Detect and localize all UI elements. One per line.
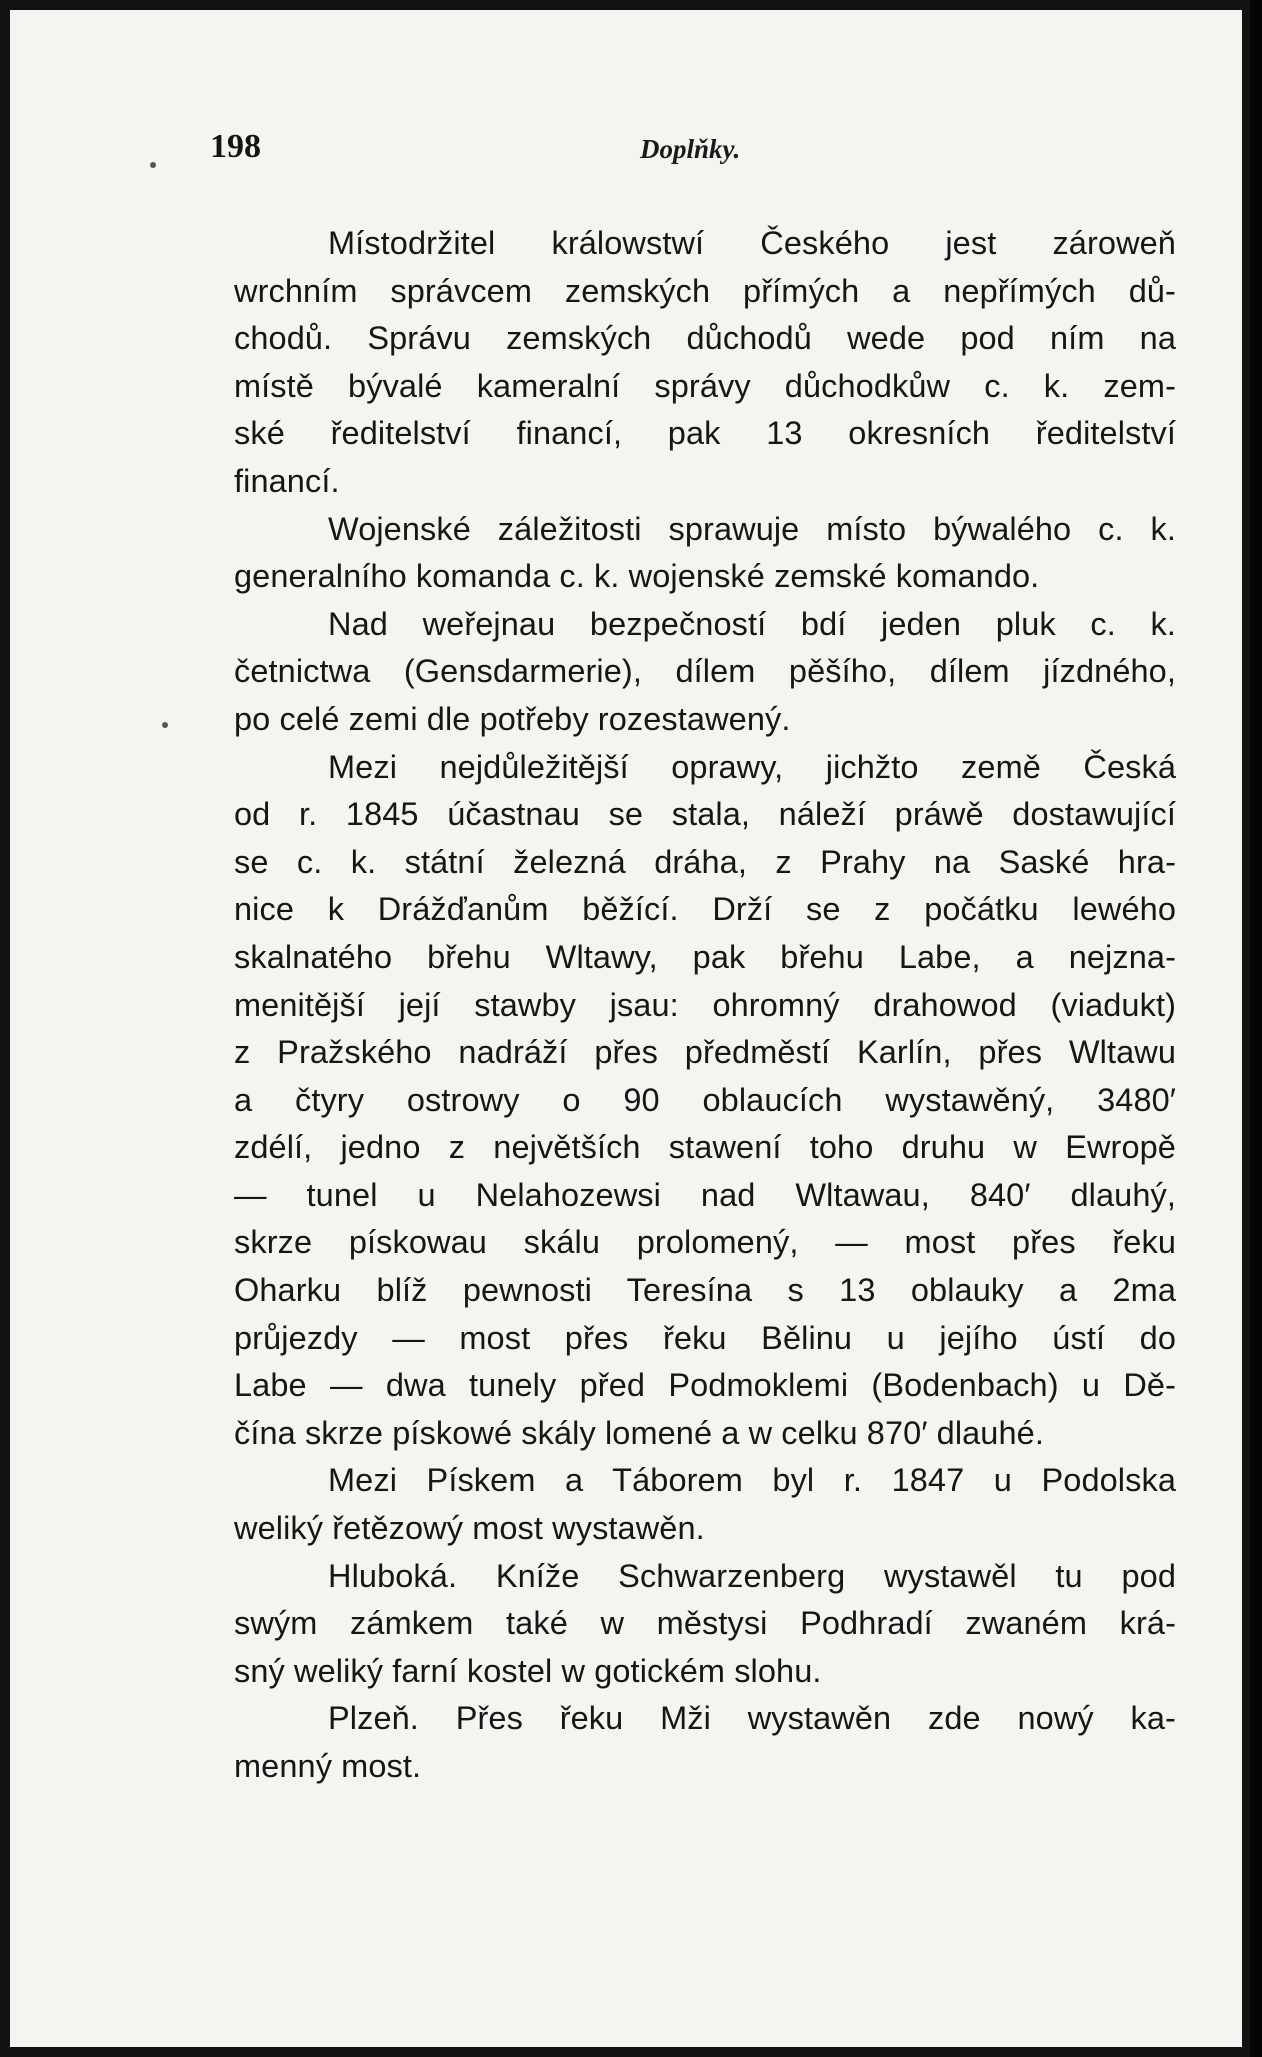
text-line: financí. xyxy=(234,462,340,499)
text-line: Mezi Pískem a Táborem byl r. 1847 u Podolska xyxy=(328,1462,1176,1499)
text-line: Mezi nejdůležitější oprawy, jichžto země Česká xyxy=(328,748,1176,785)
text-line: a čtyry ostrowy o 90 oblaucích wystawěný, 3480′ xyxy=(234,1081,1176,1118)
text-line: průjezdy — most přes řeku Bělinu u jejího ústí do xyxy=(234,1319,1176,1356)
text-line: menitější její stawby jsau: ohromný drahowod (viadukt) xyxy=(234,986,1176,1023)
text-line: sný weliký farní kostel w gotickém slohu. xyxy=(234,1652,822,1689)
text-line: zdélí, jedno z největších stawení toho druhu w Ewropě xyxy=(234,1129,1176,1166)
text-line: wrchním správcem zemských přímých a nepřímých dů- xyxy=(234,272,1176,309)
book-page xyxy=(10,10,1242,2047)
text-line: ské ředitelství financí, pak 13 okresních ředitelství xyxy=(234,415,1176,452)
margin-speck xyxy=(162,722,168,728)
text-line: generalního komanda c. k. wojenské zemské komando. xyxy=(234,558,1040,595)
text-line: od r. 1845 účastnau se stala, náleží práwě dostawující xyxy=(234,796,1176,833)
text-line: Hluboká. Kníže Schwarzenberg wystawěl tu pod xyxy=(328,1557,1176,1594)
text-line: swým zámkem také w městysi Podhradí zwaném krá- xyxy=(234,1605,1176,1642)
text-line: Labe — dwa tunely před Podmoklemi (Bodenbach) u Dě- xyxy=(234,1367,1176,1404)
body-text xyxy=(234,220,1176,1791)
text-line: skrze pískowau skálu prolomený, — most přes řeku xyxy=(234,1224,1176,1261)
text-line: z Pražského nadráží přes předměstí Karlín, přes Wltawu xyxy=(234,1034,1176,1071)
text-line: skalnatého břehu Wltawy, pak břehu Labe, a nejzna- xyxy=(234,938,1176,975)
page-number: 198 xyxy=(210,128,261,165)
text-line: Nad weřejnau bezpečností bdí jeden pluk c. k. xyxy=(328,605,1176,642)
text-line: Wojenské záležitosti sprawuje místo býwalého c. k. xyxy=(328,510,1176,547)
text-line: Oharku blíž pewnosti Teresína s 13 oblauky a 2ma xyxy=(234,1272,1176,1309)
text-line: po celé zemi dle potřeby rozestawený. xyxy=(234,700,791,737)
text-line: Plzeň. Přes řeku Mži wystawěn zde nowý ka- xyxy=(328,1700,1176,1737)
page-header xyxy=(180,128,1150,188)
text-line: se c. k. státní železná dráha, z Prahy na Saské hra- xyxy=(234,843,1176,880)
text-line: nice k Drážďanům běžící. Drží se z počátku lewého xyxy=(234,891,1176,928)
text-line: čína skrze pískowé skály lomené a w celku 870′ dlauhé. xyxy=(234,1414,1044,1451)
text-line: četnictwa (Gensdarmerie), dílem pěšího, dílem jízdného, xyxy=(234,653,1176,690)
text-line: Místodržitel králowstwí Českého jest zároweň xyxy=(328,225,1176,261)
running-title: Doplňky. xyxy=(640,134,741,164)
margin-speck xyxy=(150,162,156,168)
text-line: — tunel u Nelahozewsi nad Wltawau, 840′ dlauhý, xyxy=(234,1176,1176,1213)
text-line: chodů. Správu zemských důchodů wede pod ním na xyxy=(234,320,1176,357)
page-edge-shadow xyxy=(1250,0,1262,2057)
text-line: menný most. xyxy=(234,1748,422,1784)
text-line: místě bývalé kameralní správy důchodkůw c. k. zem- xyxy=(234,367,1176,404)
text-line: weliký řetězowý most wystawěn. xyxy=(234,1510,705,1547)
